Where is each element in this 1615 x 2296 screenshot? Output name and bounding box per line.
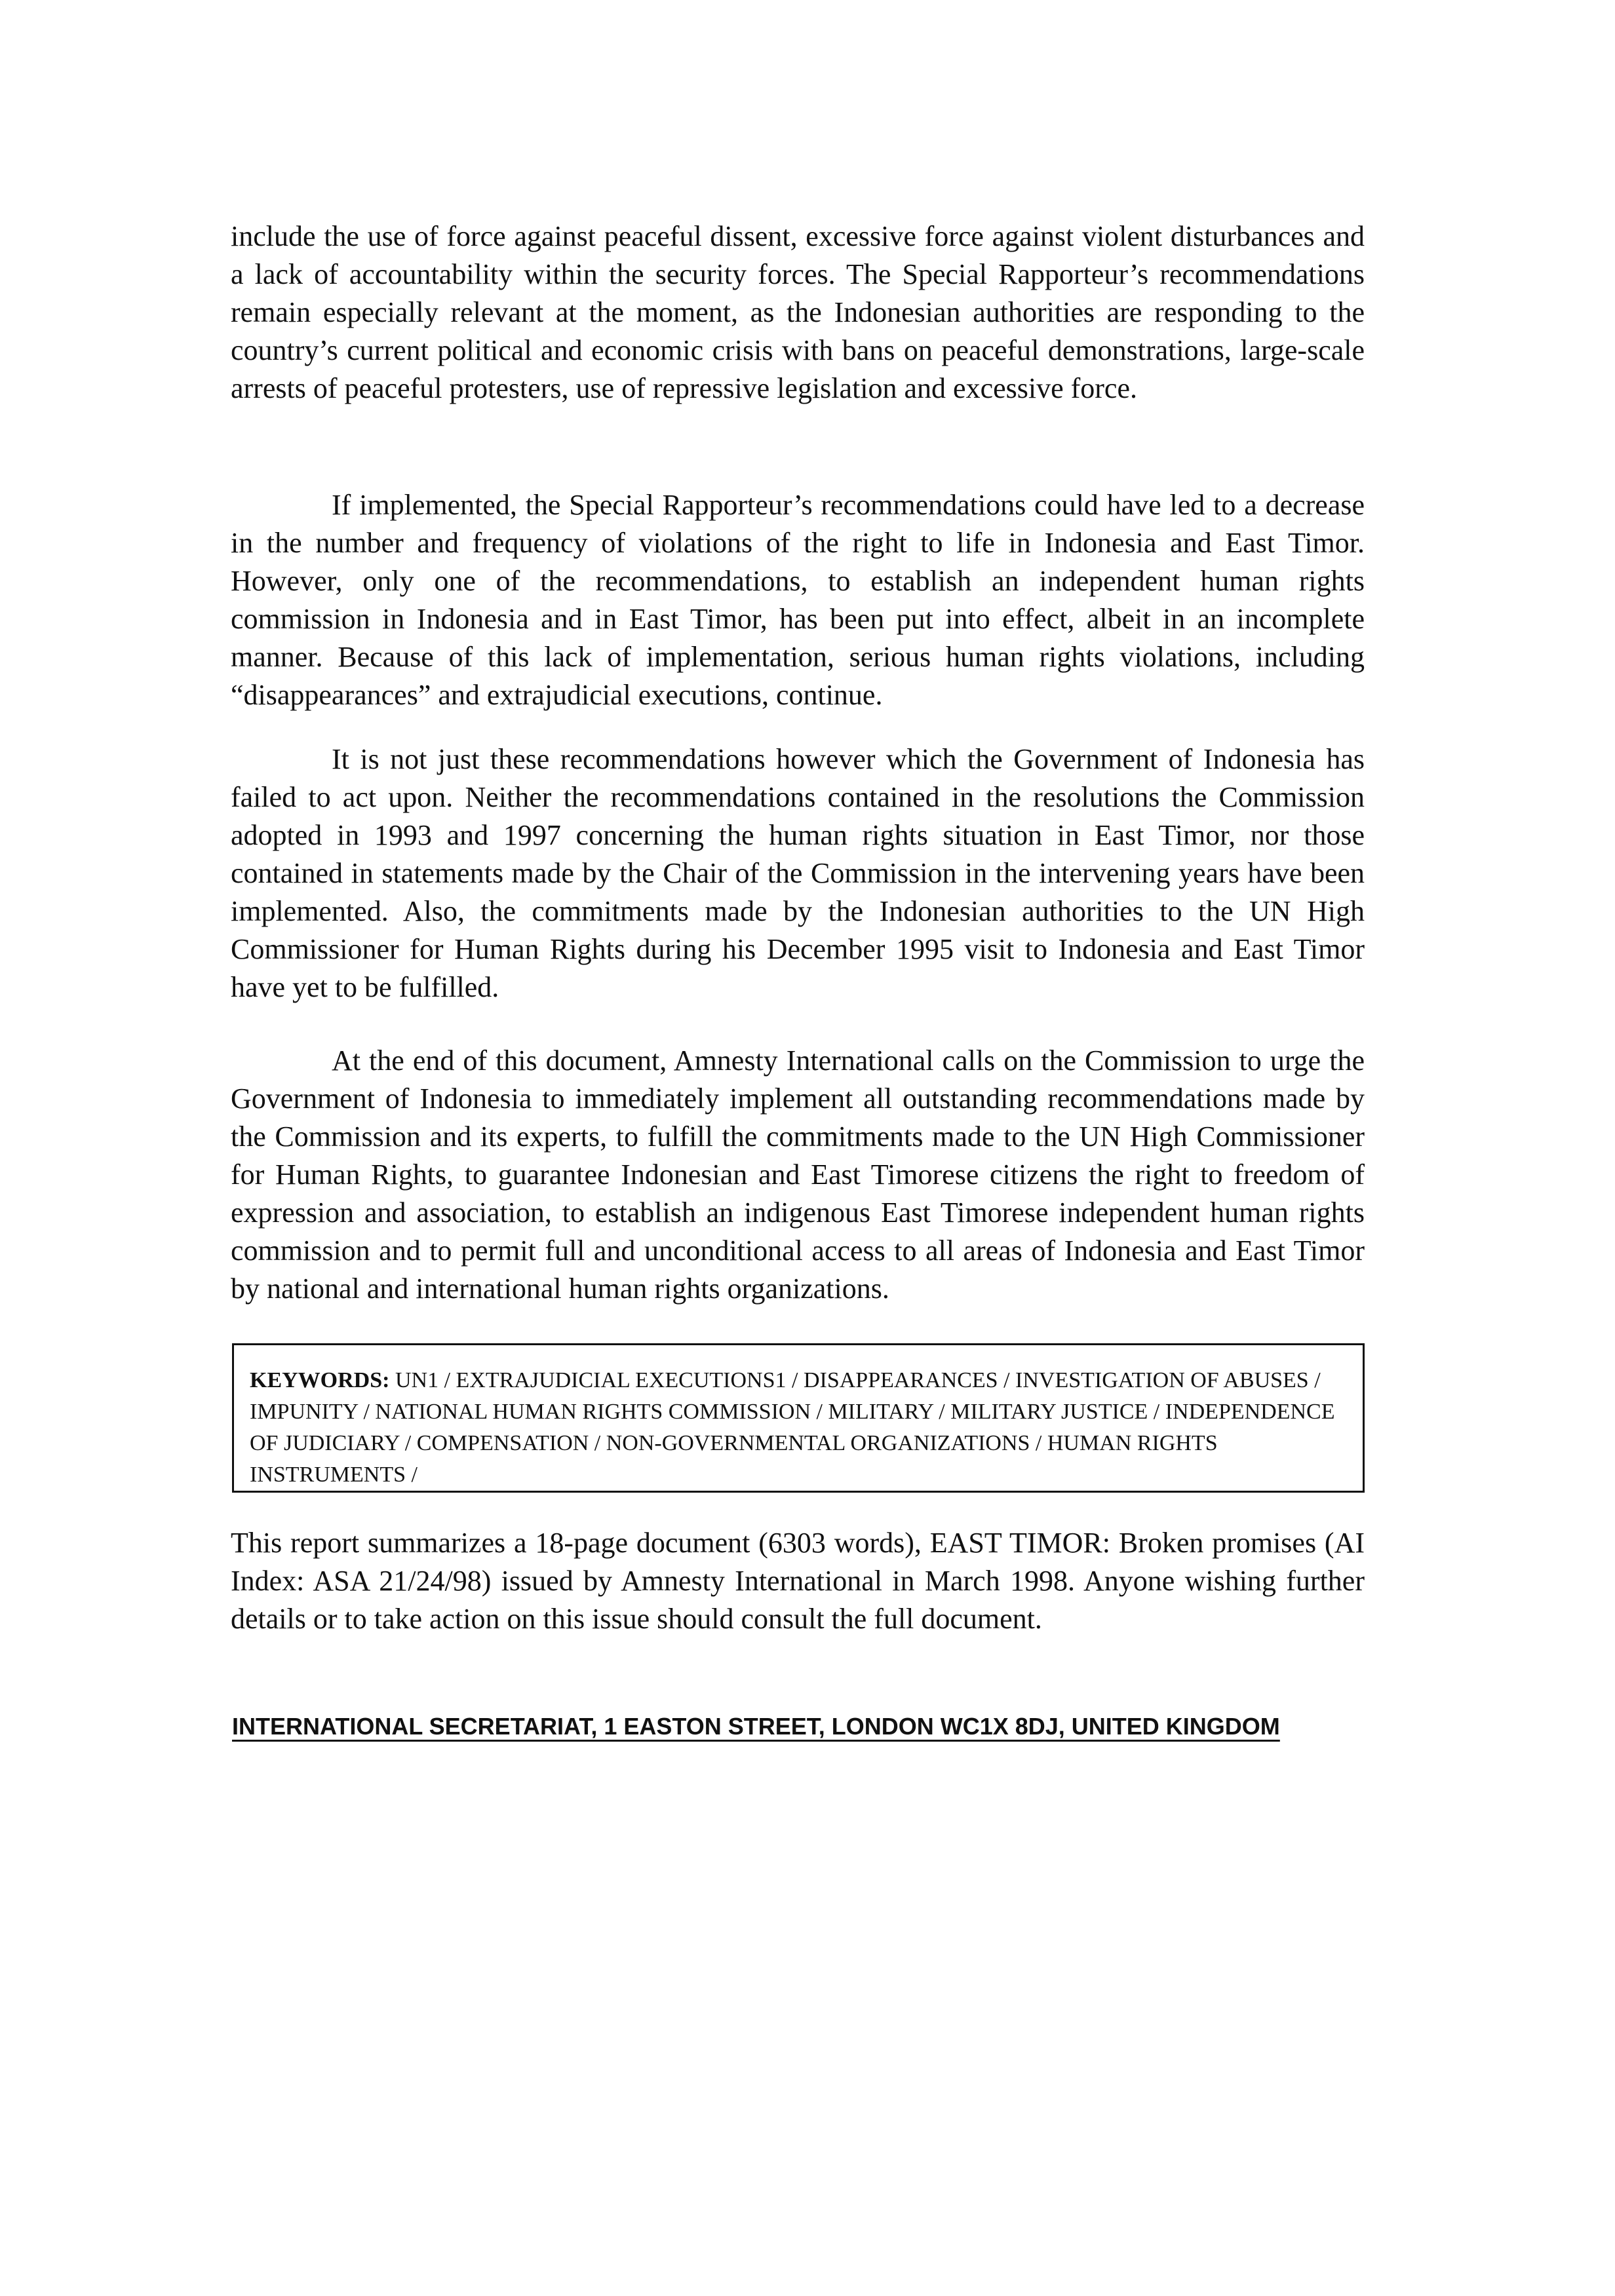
body-paragraph-3: It is not just these recommendations however which the Government of Indonesia has failed to act upon. Neither the recommendations contained in the resolutions the Commission adopted in 1993 and 1997 concerning the human rights situation in East Timor, nor those contained in statements made by the Chair of the Commission in the intervening years have been implemented. Also, the commitments made by the Indonesian authorities to the UN High Commissioner for Human Rights during his December 1995 visit to Indonesia and East Timor have yet to be fulfilled. — [231, 743, 1365, 1003]
body-paragraph-2: If implemented, the Special Rapporteur’s recommendations could have led to a decrease in the number and frequency of violations of the right to life in Indonesia and East Timor. However, only one of the recommendations, to establish an independent human rights commission in Indonesia and in East Timor, has been put into effect, albeit in an incomplete manner. Because of this lack of implementation, serious human rights violations, including “disappearances” and extrajudicial executions, continue. — [231, 489, 1365, 711]
keywords-label: KEYWORDS: — [250, 1368, 390, 1392]
body-paragraph-1: include the use of force against peaceful dissent, excessive force against violent disturbances and a lack of accountability within the security forces. The Special Rapporteur’s recommendations remain especially relevant at the moment, as the Indonesian authorities are responding to the country’s current political and economic crisis with bans on peaceful demonstrations, large-scale arrests of peaceful protesters, use of repressive legislation and excessive force. — [231, 220, 1365, 404]
keywords-box — [232, 1343, 1365, 1493]
summary-paragraph: This report summarizes a 18-page document (6303 words), EAST TIMOR: Broken promises (AI Index: ASA 21/24/98) issued by Amnesty International in March 1998. Anyone wishing further details or to take action on this issue should consult the full document. — [231, 1527, 1365, 1635]
keywords-text — [250, 1365, 1347, 1491]
footer-rule — [232, 1746, 1366, 1747]
keywords-list: UN1 / EXTRAJUDICIAL EXECUTIONS1 / DISAPPEARANCES / INVESTIGATION OF ABUSES / IMPUNITY / NATIONAL HUMAN RIGHTS COMMISSION / MILITARY / MILITARY JUSTICE / INDEPENDENCE OF JUDICIARY / COMPENSATION / NON-GOVERNMENTAL ORGANIZATIONS / HUMAN RIGHTS INSTRUMENTS / — [250, 1368, 1335, 1487]
footer-address: INTERNATIONAL SECRETARIAT, 1 EASTON STREET, LONDON WC1X 8DJ, UNITED KINGDOM — [232, 1713, 1280, 1740]
body-paragraph-4: At the end of this document, Amnesty International calls on the Commission to urge the Government of Indonesia to immediately implement all outstanding recommendations made by the Commission and its experts, to fulfill the commitments made to the UN High Commissioner for Human Rights, to guarantee Indonesian and East Timorese citizens the right to freedom of expression and association, to establish an indigenous East Timorese independent human rights commission and to permit full and unconditional access to all areas of Indonesia and East Timor by national and international human rights organizations. — [231, 1044, 1365, 1305]
